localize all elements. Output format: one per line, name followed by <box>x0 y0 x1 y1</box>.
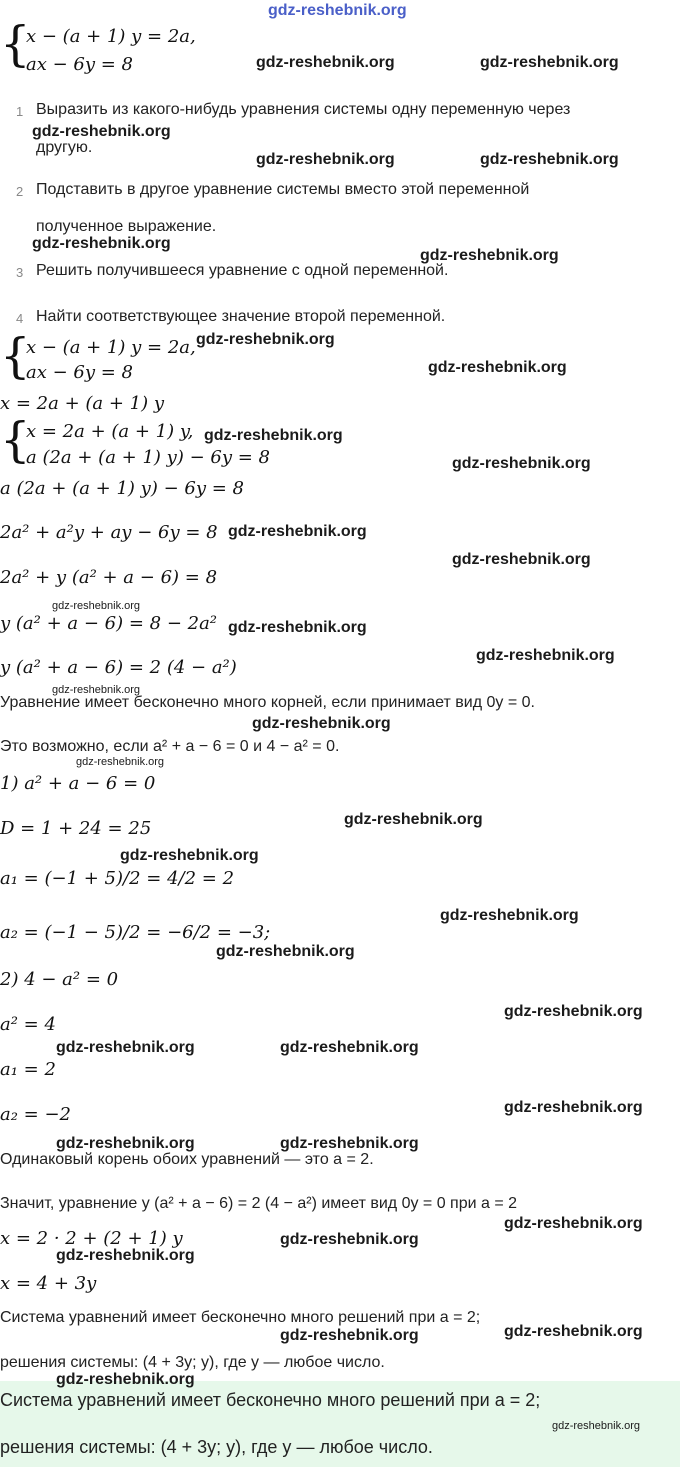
answer-line: Система уравнений имеет бесконечно много решений при a = 2; <box>0 1390 541 1410</box>
step-number: 2 <box>16 184 24 199</box>
equation-line: a (2a + (a + 1) y) − 6y = 8 <box>0 478 244 499</box>
equation-line: y (a² + a − 6) = 2 (4 − a²) <box>0 657 237 678</box>
watermark: gdz-reshebnik.org <box>504 1215 643 1232</box>
watermark: gdz-reshebnik.org <box>120 847 259 864</box>
step-number: 4 <box>16 311 24 326</box>
text-line: Значит, уравнение y (a² + a − 6) = 2 (4 − a²) имеет вид 0y = 0 при a = 2 <box>0 1195 518 1212</box>
step-text: Решить получившееся уравнение с одной переменной. <box>36 262 449 279</box>
watermark: gdz-reshebnik.org <box>440 907 579 924</box>
watermark: gdz-reshebnik.org <box>504 1323 643 1340</box>
system2-eq1: x − (a + 1) y = 2a, <box>26 337 196 358</box>
watermark: gdz-reshebnik.org <box>204 427 343 444</box>
watermark: gdz-reshebnik.org <box>196 331 335 348</box>
system-brace: { <box>0 16 31 72</box>
equation-line: D = 1 + 24 = 25 <box>0 818 152 839</box>
system2-eq2: ax − 6y = 8 <box>26 362 134 383</box>
equation-line: a₂ = (−1 − 5)/2 = −6/2 = −3; <box>0 922 271 943</box>
equation-line: x = 2a + (a + 1) y <box>0 393 165 414</box>
watermark: gdz-reshebnik.org <box>280 1135 419 1152</box>
watermark: gdz-reshebnik.org <box>280 1231 419 1248</box>
system-brace: { <box>0 328 31 384</box>
watermark: gdz-reshebnik.org <box>420 247 559 264</box>
watermark: gdz-reshebnik.org <box>428 359 567 376</box>
equation-line: a₂ = −2 <box>0 1104 72 1125</box>
watermark: gdz-reshebnik.org <box>280 1327 419 1344</box>
equation-line: x = 2 · 2 + (2 + 1) y <box>0 1228 183 1249</box>
equation-line: a₁ = (−1 + 5)/2 = 4/2 = 2 <box>0 868 235 889</box>
watermark: gdz-reshebnik.org <box>228 619 367 636</box>
system3-eq2: a (2a + (a + 1) y) − 6y = 8 <box>26 447 270 468</box>
system3-eq1: x = 2a + (a + 1) y, <box>26 421 194 442</box>
equation-line: a₁ = 2 <box>0 1059 56 1080</box>
watermark: gdz-reshebnik.org <box>216 943 355 960</box>
watermark: gdz-reshebnik.org <box>280 1039 419 1056</box>
watermark: gdz-reshebnik.org <box>452 551 591 568</box>
watermark: gdz-reshebnik.org <box>504 1099 643 1116</box>
watermark: gdz-reshebnik.org <box>256 54 395 71</box>
equation-line: a² = 4 <box>0 1014 56 1035</box>
answer-line: решения системы: (4 + 3y; y), где y — любое число. <box>0 1437 433 1457</box>
equation-line: 2) 4 − a² = 0 <box>0 969 119 990</box>
watermark: gdz-reshebnik.org <box>504 1003 643 1020</box>
step-text: полученное выражение. <box>36 218 217 235</box>
text-line: Одинаковый корень обоих уравнений — это a = 2. <box>0 1151 374 1168</box>
watermark: gdz-reshebnik.org <box>480 54 619 71</box>
equation-line: 1) a² + a − 6 = 0 <box>0 773 156 794</box>
watermark: gdz-reshebnik.org <box>452 455 591 472</box>
system1-eq1: x − (a + 1) y = 2a, <box>26 26 196 47</box>
watermark: gdz-reshebnik.org <box>56 1039 195 1056</box>
text-line: Система уравнений имеет бесконечно много решений при a = 2; <box>0 1309 481 1326</box>
system1-eq2: ax − 6y = 8 <box>26 54 134 75</box>
watermark: gdz-reshebnik.org <box>52 600 141 612</box>
step-text: Найти соответствующее значение второй переменной. <box>36 308 446 325</box>
equation-line: y (a² + a − 6) = 8 − 2a² <box>0 613 218 634</box>
equation-line: 2a² + y (a² + a − 6) = 8 <box>0 567 218 588</box>
step-text: Выразить из какого-нибудь уравнения системы одну переменную через <box>36 101 571 118</box>
watermark: gdz-reshebnik.org <box>256 151 395 168</box>
watermark: gdz-reshebnik.org <box>32 235 171 252</box>
text-line: Это возможно, если a² + a − 6 = 0 и 4 − a² = 0. <box>0 738 340 755</box>
watermark: gdz-reshebnik.org <box>52 684 141 696</box>
step-text: другую. <box>36 139 93 156</box>
watermark: gdz-reshebnik.org <box>480 151 619 168</box>
watermark: gdz-reshebnik.org <box>56 1135 195 1152</box>
watermark: gdz-reshebnik.org <box>56 1247 195 1264</box>
system-brace: { <box>0 412 31 468</box>
watermark: gdz-reshebnik.org <box>476 647 615 664</box>
step-number: 1 <box>16 104 24 119</box>
watermark: gdz-reshebnik.org <box>552 1420 641 1432</box>
step-number: 3 <box>16 265 24 280</box>
watermark: gdz-reshebnik.org <box>252 715 391 732</box>
watermark: gdz-reshebnik.org <box>228 523 367 540</box>
watermark: gdz-reshebnik.org <box>76 756 165 768</box>
equation-line: 2a² + a²y + ay − 6y = 8 <box>0 522 218 543</box>
watermark: gdz-reshebnik.org <box>56 1371 195 1388</box>
text-line: Уравнение имеет бесконечно много корней, если принимает вид 0y = 0. <box>0 694 535 711</box>
step-text: Подставить в другое уравнение системы вместо этой переменной <box>36 181 530 198</box>
watermark: gdz-reshebnik.org <box>268 2 407 19</box>
watermark: gdz-reshebnik.org <box>32 123 171 140</box>
watermark: gdz-reshebnik.org <box>344 811 483 828</box>
equation-line: x = 4 + 3y <box>0 1273 97 1294</box>
text-line: решения системы: (4 + 3y; y), где y — любое число. <box>0 1354 385 1371</box>
